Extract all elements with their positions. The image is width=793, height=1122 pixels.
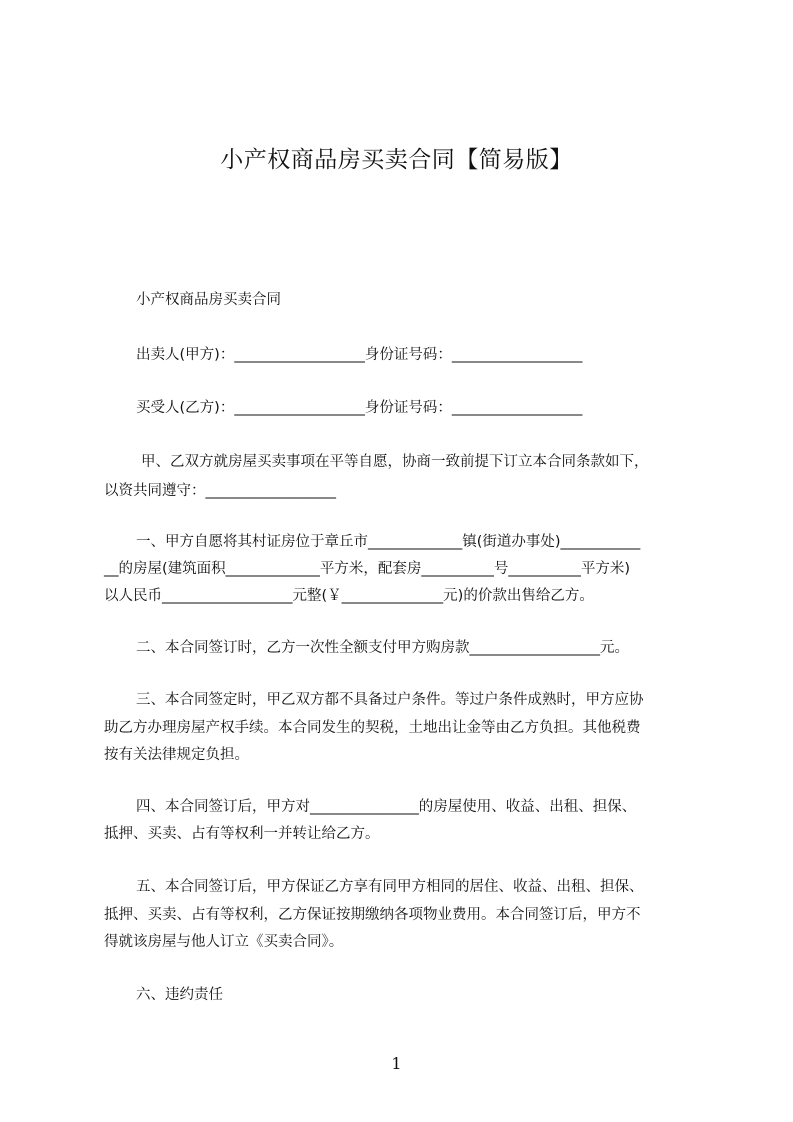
clause-1-line-3: 以人民币__________________元整(￥______________元)的价款出售给乙方。 xyxy=(104,588,594,604)
page-number: 1 xyxy=(391,1054,402,1073)
clause-4-line-1: 四、本合同签订后，甲方对_______________的房屋使用、收益、出租、担保、 xyxy=(136,799,637,815)
preamble-line-2: 以资共同遵守：__________________ xyxy=(104,483,336,499)
document-title: 小产权商品房买卖合同【简易版】 xyxy=(220,147,573,173)
clause-4-line-2: 抵押、买卖、占有等权利一并转让给乙方。 xyxy=(104,826,380,842)
clause-3-line-3: 按有关法律规定负担。 xyxy=(104,747,249,763)
seller-line: 出卖人(甲方)：__________________身份证号码：__________________ xyxy=(136,347,583,363)
clause-5-line-3: 得就该房屋与他人订立《买卖合同》。 xyxy=(104,934,344,950)
clause-5-line-1: 五、本合同签订后，甲方保证乙方享有同甲方相同的居住、收益、出租、担保、 xyxy=(136,879,644,895)
clause-1-line-2: __的房屋(建筑面积_____________平方米，配套房__________号__________平方米) xyxy=(104,561,631,577)
buyer-line: 买受人(乙方)：__________________身份证号码：__________________ xyxy=(136,400,583,416)
clause-5-line-2: 抵押、买卖、占有等权利，乙方保证按期缴纳各项物业费用。本合同签订后，甲方不 xyxy=(104,907,641,923)
contract-heading: 小产权商品房买卖合同 xyxy=(136,292,281,308)
preamble-line-1: 甲、乙双方就房屋买卖事项在平等自愿，协商一致前提下订立本合同条款如下， xyxy=(141,454,649,470)
clause-2-line-1: 二、本合同签订时，乙方一次性全额支付甲方购房款__________________元。 xyxy=(136,640,629,656)
clause-6-heading: 六、违约责任 xyxy=(136,987,223,1003)
clause-3-line-1: 三、本合同签定时，甲乙双方都不具备过户条件。等过户条件成熟时，甲方应协 xyxy=(136,692,644,708)
clause-3-line-2: 助乙方办理房屋产权手续。本合同发生的契税，土地出让金等由乙方负担。其他税费 xyxy=(104,720,641,736)
clause-1-line-1: 一、甲方自愿将其村证房位于章丘市_____________镇(街道办事处)___________ xyxy=(136,534,641,550)
